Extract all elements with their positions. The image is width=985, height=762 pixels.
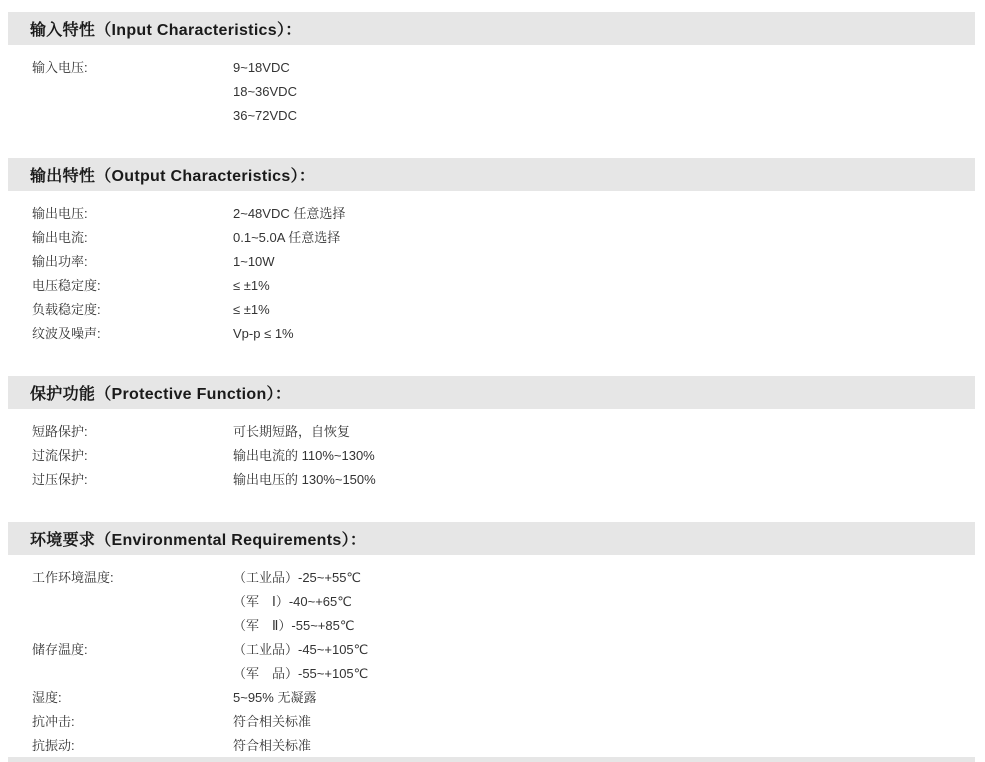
spec-value: （工业品）-45~+105℃ bbox=[233, 642, 369, 657]
section-body-protective bbox=[32, 420, 985, 492]
spec-value: （军 品）-55~+105℃ bbox=[233, 666, 369, 681]
spec-value: 36~72VDC bbox=[233, 108, 297, 123]
spec-row-output-power bbox=[32, 250, 985, 274]
spec-row-ripple-noise bbox=[32, 322, 985, 346]
spec-label: 输入电压: bbox=[32, 60, 88, 75]
spec-label: 负载稳定度: bbox=[32, 302, 101, 317]
spec-value: （军 Ⅱ）-55~+85℃ bbox=[233, 618, 355, 633]
spec-row-short-circuit bbox=[32, 420, 985, 444]
spec-row-output-current bbox=[32, 226, 985, 250]
section-header-input bbox=[8, 12, 975, 45]
spec-row-load-stability bbox=[32, 298, 985, 322]
section-title-output: 输出特性（Output Characteristics）： bbox=[30, 168, 316, 185]
spec-value: 符合相关标准 bbox=[233, 738, 312, 753]
spec-value: 符合相关标准 bbox=[233, 714, 312, 729]
spec-value: 输出电流的 110%~130% bbox=[233, 448, 375, 463]
section-header-output bbox=[8, 158, 975, 191]
section-header-protective bbox=[8, 376, 975, 409]
spec-value: 2~48VDC 任意选择 bbox=[233, 206, 346, 221]
spec-label: 湿度: bbox=[32, 690, 62, 705]
spec-label: 工作环境温度: bbox=[32, 570, 114, 585]
section-output-characteristics bbox=[0, 158, 985, 346]
spec-label: 输出功率: bbox=[32, 254, 88, 269]
spec-row-over-voltage bbox=[32, 468, 985, 492]
spec-value: 1~10W bbox=[233, 254, 275, 269]
section-body-environmental bbox=[32, 566, 985, 758]
spec-label: 储存温度: bbox=[32, 642, 88, 657]
spec-label: 纹波及噪声: bbox=[32, 326, 101, 341]
spec-label: 电压稳定度: bbox=[32, 278, 101, 293]
spec-value: （工业品）-25~+55℃ bbox=[233, 570, 362, 585]
section-body-input bbox=[32, 56, 985, 128]
spec-label: 抗振动: bbox=[32, 738, 75, 753]
section-title-environmental: 环境要求（Environmental Requirements）： bbox=[30, 532, 367, 549]
spec-value: Vp-p ≤ 1% bbox=[233, 326, 294, 341]
spec-row-voltage-stability bbox=[32, 274, 985, 298]
spec-row-over-current bbox=[32, 444, 985, 468]
spec-value: 可长期短路，自恢复 bbox=[233, 424, 351, 439]
spec-value: 5~95% 无凝露 bbox=[233, 690, 317, 705]
spec-value: 0.1~5.0A 任意选择 bbox=[233, 230, 341, 245]
spec-row-humidity bbox=[32, 686, 985, 710]
spec-label: 短路保护: bbox=[32, 424, 88, 439]
section-title-protective: 保护功能（Protective Function）： bbox=[30, 386, 292, 403]
spec-label: 过压保护: bbox=[32, 472, 88, 487]
spec-value: 18~36VDC bbox=[233, 84, 297, 99]
section-protective-function bbox=[0, 376, 985, 492]
spec-row-vibration-resistance bbox=[32, 734, 985, 758]
next-section-bar-cutoff bbox=[8, 757, 975, 762]
spec-value: （军 Ⅰ）-40~+65℃ bbox=[233, 594, 352, 609]
spec-row-operating-temperature bbox=[32, 566, 985, 638]
spec-value: 输出电压的 130%~150% bbox=[233, 472, 376, 487]
spec-value: ≤ ±1% bbox=[233, 278, 270, 293]
section-header-environmental bbox=[8, 522, 975, 555]
section-input-characteristics bbox=[0, 12, 985, 128]
spec-row-shock-resistance bbox=[32, 710, 985, 734]
spec-row-storage-temperature bbox=[32, 638, 985, 686]
section-body-output bbox=[32, 202, 985, 346]
spec-row-input-voltage bbox=[32, 56, 985, 128]
spec-value: ≤ ±1% bbox=[233, 302, 270, 317]
spec-row-output-voltage bbox=[32, 202, 985, 226]
section-environmental-requirements bbox=[0, 522, 985, 758]
spec-label: 抗冲击: bbox=[32, 714, 75, 729]
spec-label: 输出电压: bbox=[32, 206, 88, 221]
spec-label: 输出电流: bbox=[32, 230, 88, 245]
spec-label: 过流保护: bbox=[32, 448, 88, 463]
spec-values bbox=[233, 56, 297, 128]
spec-value: 9~18VDC bbox=[233, 60, 290, 75]
section-title-input: 输入特性（Input Characteristics）： bbox=[30, 22, 302, 39]
